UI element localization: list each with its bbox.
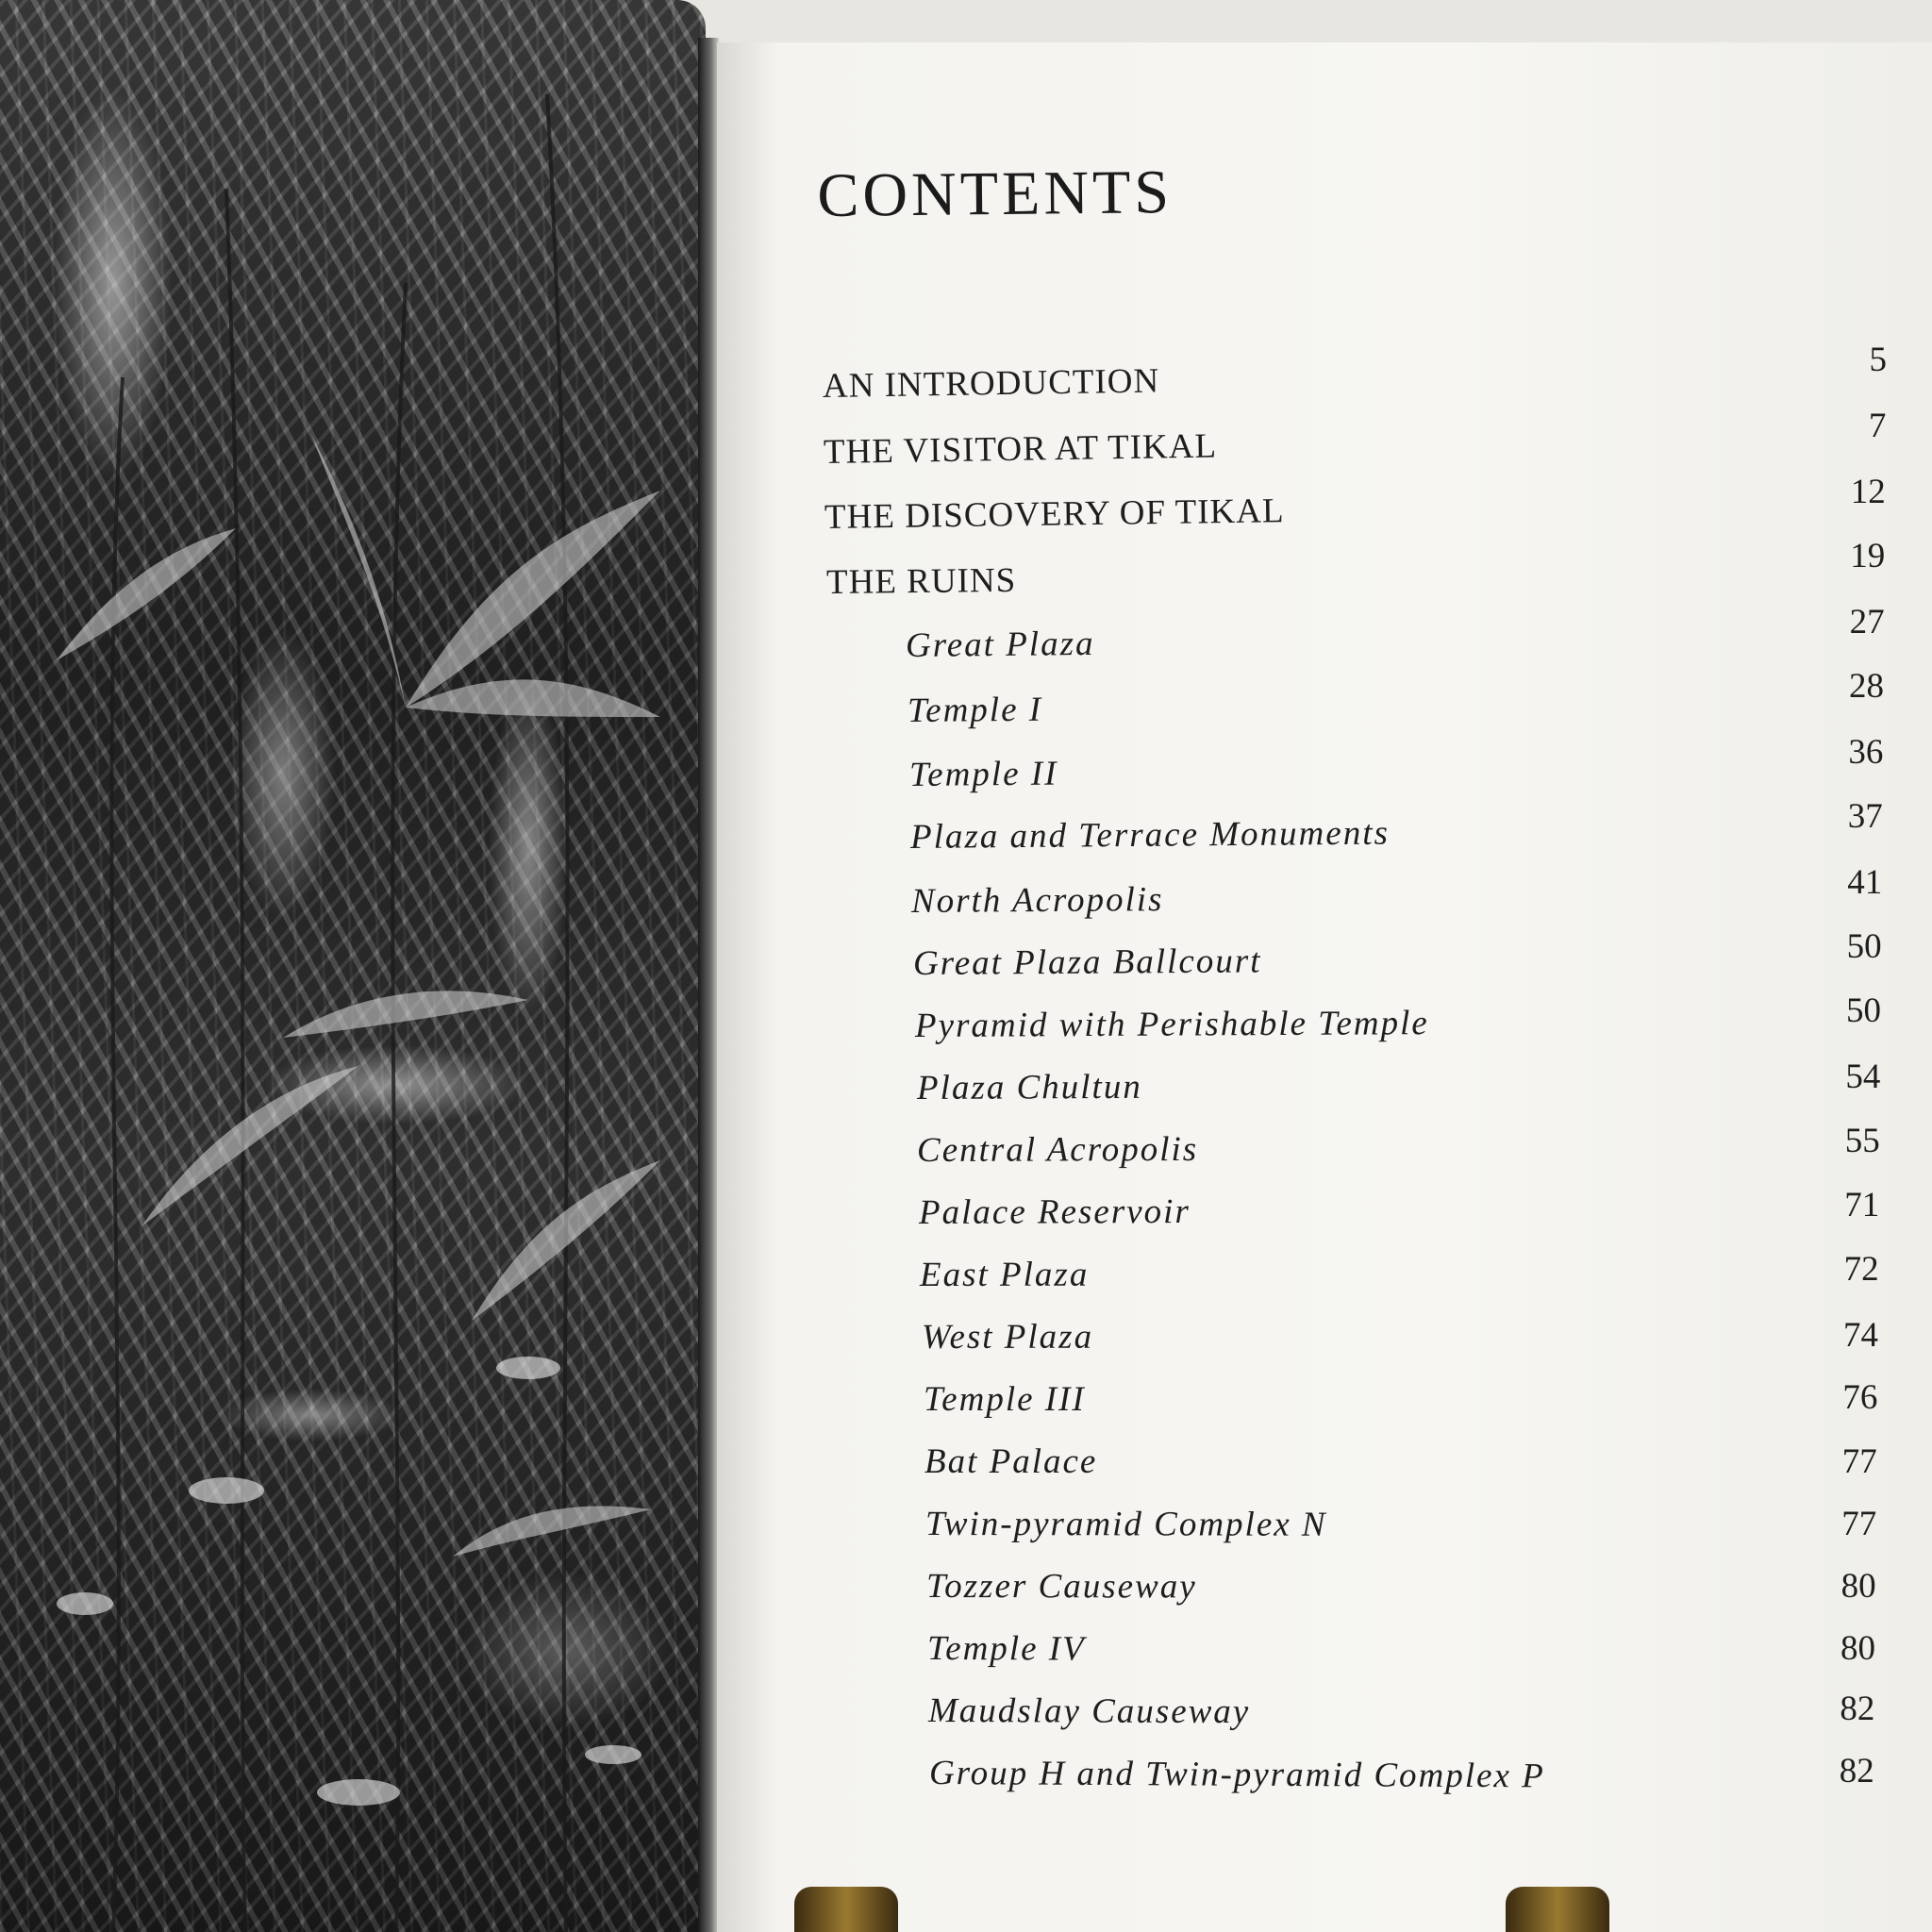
- toc-section-label: Temple II: [908, 754, 1058, 794]
- toc-page-number: 50: [1846, 927, 1882, 966]
- toc-page-number: 71: [1844, 1186, 1880, 1224]
- book-stand-clip-left: [794, 1887, 898, 1932]
- toc-section-label: Great Plaza Ballcourt: [912, 941, 1262, 983]
- toc-chapter-label: AN INTRODUCTION: [822, 361, 1160, 406]
- toc-section-label: Bat Palace: [924, 1442, 1098, 1481]
- toc-section-label: Plaza and Terrace Monuments: [909, 813, 1391, 857]
- contents-page: [717, 42, 1932, 1932]
- toc-page-number: 77: [1841, 1505, 1877, 1543]
- toc-page-number: 5: [1869, 341, 1887, 379]
- toc-page-number: 37: [1847, 797, 1883, 836]
- toc-section-label: Central Acropolis: [916, 1129, 1199, 1170]
- toc-section-label: Temple III: [924, 1380, 1086, 1419]
- toc-chapter-label: THE VISITOR AT TIKAL: [823, 426, 1218, 472]
- book-gutter: [698, 38, 719, 1932]
- toc-page-number: 41: [1847, 863, 1883, 902]
- toc-page-number: 54: [1845, 1058, 1881, 1096]
- toc-section-label: Twin-pyramid Complex N: [924, 1505, 1327, 1544]
- toc-section-label: Great Plaza: [905, 624, 1095, 665]
- toc-page-number: 82: [1839, 1752, 1874, 1790]
- page-title: CONTENTS: [817, 158, 1174, 230]
- toc-section-label: Palace Reservoir: [918, 1191, 1191, 1232]
- toc-page-number: 12: [1850, 473, 1886, 511]
- toc-page-number: 19: [1850, 537, 1886, 575]
- toc-section-label: Temple I: [907, 690, 1043, 730]
- toc-chapter-label: THE DISCOVERY OF TIKAL: [824, 491, 1285, 537]
- toc-page-number: 28: [1849, 667, 1884, 706]
- toc-page-number: 50: [1846, 991, 1881, 1030]
- toc-page-number: 72: [1843, 1250, 1879, 1289]
- toc-page-number: 77: [1841, 1442, 1877, 1481]
- toc-section-label: East Plaza: [919, 1255, 1090, 1294]
- toc-section-label: North Acropolis: [910, 880, 1164, 921]
- foliage-illustration: [0, 0, 706, 1932]
- toc-page-number: 76: [1842, 1378, 1878, 1417]
- toc-section-label: West Plaza: [921, 1317, 1094, 1357]
- toc-section-label: Group H and Twin-pyramid Complex P: [928, 1754, 1545, 1796]
- toc-section-label: Temple IV: [926, 1629, 1086, 1669]
- jungle-photo: [0, 0, 706, 1932]
- toc-page-number: 36: [1848, 733, 1884, 772]
- toc-page-number: 80: [1840, 1629, 1875, 1668]
- toc-chapter-label: THE RUINS: [825, 560, 1017, 602]
- toc-section-label: Maudslay Causeway: [927, 1691, 1251, 1732]
- toc-page-number: 55: [1844, 1122, 1880, 1160]
- toc-page-number: 82: [1840, 1690, 1875, 1728]
- toc-section-label: Plaza Chultun: [916, 1067, 1142, 1108]
- toc-page-number: 7: [1868, 407, 1887, 445]
- toc-page-number: 80: [1840, 1567, 1876, 1606]
- toc-section-label: Tozzer Causeway: [925, 1567, 1197, 1607]
- toc-section-label: Pyramid with Perishable Temple: [914, 1004, 1429, 1045]
- toc-page-number: 74: [1843, 1316, 1878, 1355]
- toc-page-number: 27: [1849, 603, 1885, 641]
- book-stand-clip-right: [1506, 1887, 1609, 1932]
